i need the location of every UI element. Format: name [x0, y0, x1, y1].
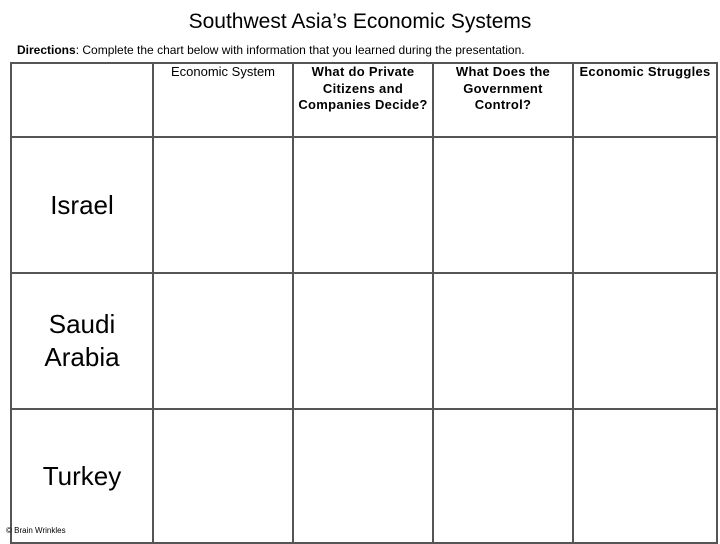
directions: [17, 43, 525, 57]
answer-cell[interactable]: [293, 137, 433, 273]
table-row: [11, 273, 717, 409]
table-row: [11, 409, 717, 543]
header-economic-system: Economic System: [153, 63, 293, 137]
answer-cell[interactable]: [573, 409, 717, 543]
answer-cell[interactable]: [153, 409, 293, 543]
answer-cell[interactable]: [293, 409, 433, 543]
header-economic-struggles: Economic Struggles: [573, 63, 717, 137]
table-row: [11, 137, 717, 273]
country-label-saudi-arabia: Saudi Arabia: [11, 273, 153, 409]
header-corner-cell: [11, 63, 153, 137]
worksheet-chart: [10, 62, 718, 544]
answer-cell[interactable]: [293, 273, 433, 409]
country-label-israel: Israel: [11, 137, 153, 273]
copyright-text: Brain Wrinkles: [14, 526, 66, 535]
answer-cell[interactable]: [573, 273, 717, 409]
country-label-turkey: Turkey: [11, 409, 153, 543]
answer-cell[interactable]: [573, 137, 717, 273]
directions-text: : Complete the chart below with information that you learned during the presentation.: [75, 43, 525, 57]
header-government-control: What Does the Government Control?: [433, 63, 573, 137]
copyright-icon: ©: [6, 526, 12, 535]
answer-cell[interactable]: [153, 137, 293, 273]
answer-cell[interactable]: [433, 409, 573, 543]
answer-cell[interactable]: [433, 273, 573, 409]
answer-cell[interactable]: [433, 137, 573, 273]
directions-label: Directions: [17, 43, 76, 57]
header-row: [11, 63, 717, 137]
copyright-notice: [6, 526, 66, 536]
page-title: Southwest Asia’s Economic Systems: [188, 10, 532, 33]
header-private-decide: What do Private Citizens and Companies Decide?: [293, 63, 433, 137]
answer-cell[interactable]: [153, 273, 293, 409]
